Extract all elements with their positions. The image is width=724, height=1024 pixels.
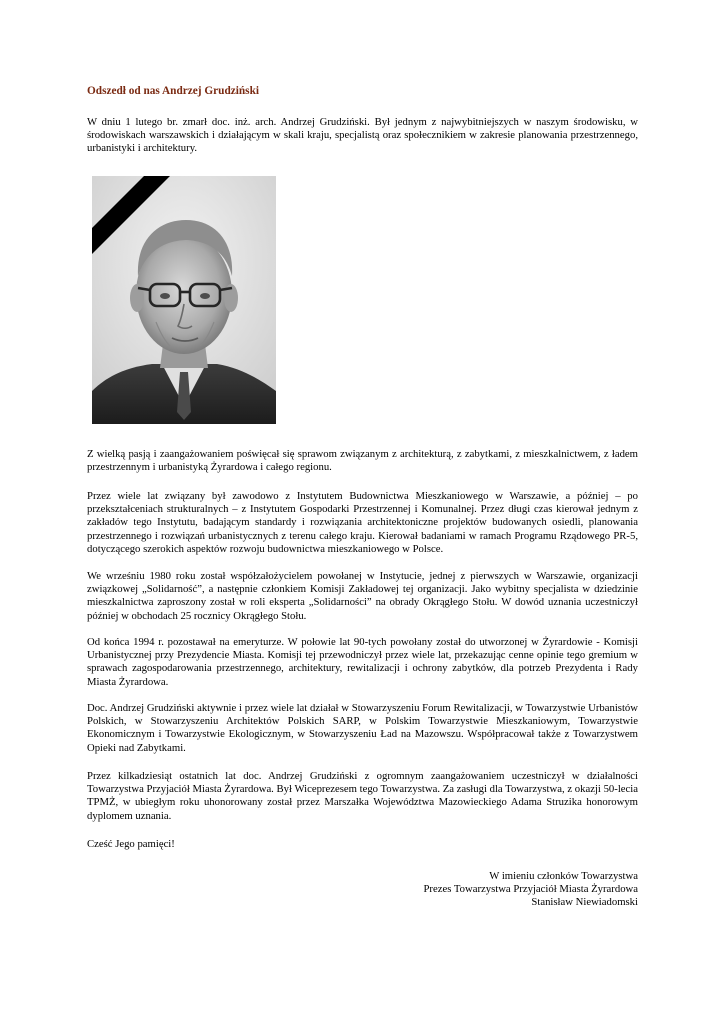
page-title: Odszedł od nas Andrzej Grudziński	[87, 85, 259, 97]
portrait-photo	[92, 176, 276, 424]
paragraph-farewell: Cześć Jego pamięci!	[87, 838, 175, 850]
paragraph-intro: W dniu 1 lutego br. zmarł doc. inż. arch. Andrzej Grudziński. Był jednym z najwybitniejszych w naszym środowisku, w środowiskach warszawskich i działającym w skali kraju, specjalistą oraz społecznikiem w zakresie planowania przestrzennego, urbanistyki i architektury.	[87, 116, 638, 155]
paragraph-institute: Przez wiele lat związany był zawodowo z Instytutem Budownictwa Mieszkaniowego w Warszawie, a później – po przekształceniach strukturalnych – z Instytutem Gospodarki Przestrzennej i Komunalnej. Przez długi czas kierował jednym z zakładów tego Instytutu, badającym standardy i rozwiązania architektoniczne projektów budowanych osiedli, planowania przestrzennego i rozwiązań urbanistycznych z terenu całego kraju. Kierował badaniami w ramach Programu Rządowego PR-5, dotyczącego szerokich aspektów rozwoju budownictwa mieszkaniowego w Polsce.	[87, 490, 638, 555]
signature-line-1: W imieniu członków Towarzystwa	[489, 870, 638, 882]
paragraph-tpmz: Przez kilkadziesiąt ostatnich lat doc. Andrzej Grudziński z ogromnym zaangażowaniem uczestniczył w działalności Towarzystwa Przyjaciół Miasta Żyrardowa. Był Wiceprezesem tego Towarzystwa. Za zasługi dla Towarzystwa, z okazji 50-lecia TPMŻ, w ubiegłym roku uhonorowany został przez Marszałka Województwa Mazowieckiego Adama Struzika honorowym dyplomem uznania.	[87, 770, 638, 822]
signature-line-2: Prezes Towarzystwa Przyjaciół Miasta Żyrardowa	[423, 883, 638, 896]
paragraph-passion: Z wielką pasją i zaangażowaniem poświęcał się sprawom związanym z architekturą, z zabytkami, z mieszkalnictwem, z ładem przestrzennym i urbanistyką Żyrardowa i całego regionu.	[87, 448, 638, 474]
paragraph-solidarity: We wrześniu 1980 roku został współzałożycielem powołanej w Instytucie, jednej z pierwszych w Warszawie, organizacji związkowej „Solidarność”, a następnie członkiem Komisji Zakładowej tej organizacji. Jako wybitny specjalista w dziedzinie mieszkalnictwa zaproszony został w roli eksperta „Solidarności” na obrady Okrągłego Stołu. W dowód uznania uczestniczył później w obchodach 25 rocznicy Okrągłego Stołu.	[87, 570, 638, 622]
signature-block	[318, 870, 638, 910]
paragraph-retirement: Od końca 1994 r. pozostawał na emeryturze. W połowie lat 90-tych powołany został do utworzonej w Żyrardowie - Komisji Urbanistycznej przy Prezydencie Miasta. Komisji tej przewodniczył przez wiele lat, przekazując cenne opinie tego gremium w sprawach zagospodarowania przestrzennego, architektury, rewitalizacji i ochrony zabytków, dla potrzeb Prezydenta i Rady Miasta Żyrardowa.	[87, 636, 638, 688]
paragraph-associations: Doc. Andrzej Grudziński aktywnie i przez wiele lat działał w Stowarzyszeniu Forum Rewitalizacji, w Towarzystwie Urbanistów Polskich, w Stowarzyszeniu Architektów Polskich SARP, w Polskim Towarzystwie Mieszkaniowym, Towarzystwie Ekonomicznym i Towarzystwie Ekologicznym, w Stowarzyszeniu Ład na Mazowszu. Współpracował także z Towarzystwem Opieki nad Zabytkami.	[87, 702, 638, 754]
signature-line-3: Stanisław Niewiadomski	[531, 896, 638, 909]
